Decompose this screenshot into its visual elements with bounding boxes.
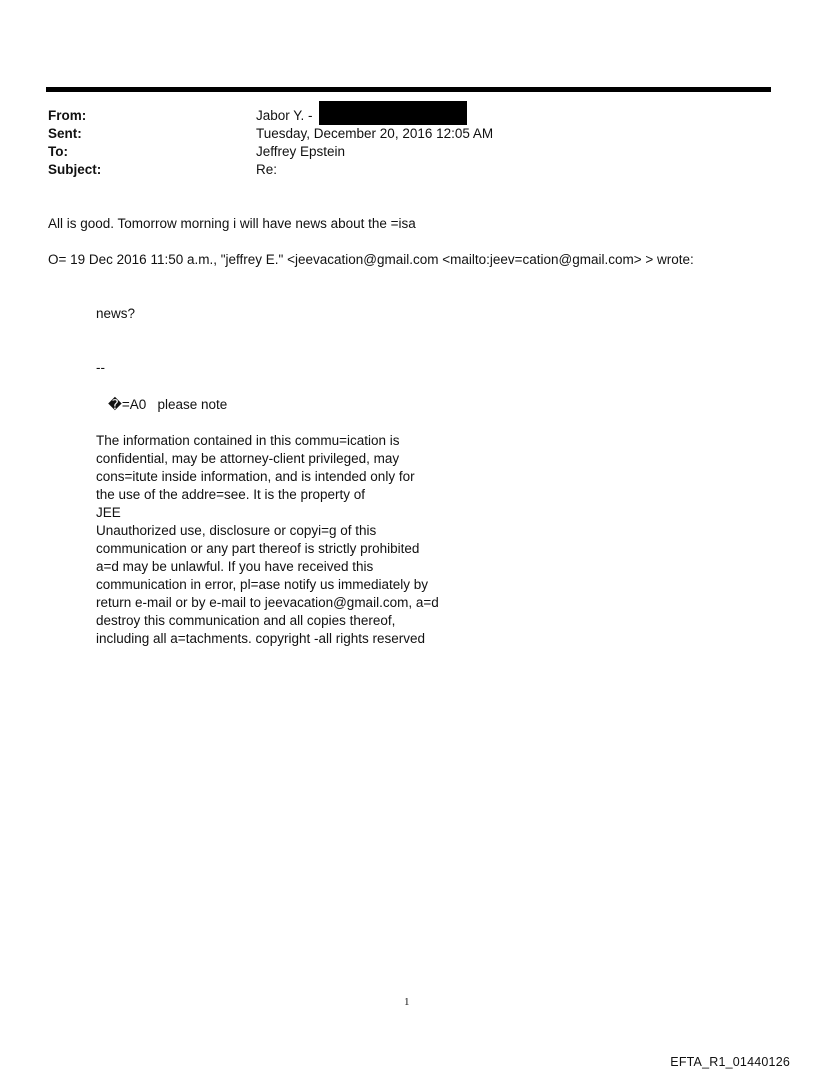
quote-header: O= 19 Dec 2016 11:50 a.m., "jeffrey E." <jeevacation@gmail.com <mailto:jeev=cation@gmail.com> > wrote: — [48, 252, 694, 267]
disclaimer-line: The information contained in this commu=ication is — [96, 433, 400, 448]
disclaimer-line: communication or any part thereof is strictly prohibited — [96, 541, 420, 556]
disclaimer-line: cons=itute inside information, and is intended only for — [96, 469, 415, 484]
sent-label: Sent: — [48, 126, 82, 141]
disclaimer-line: destroy this communication and all copies thereof, — [96, 613, 396, 628]
disclaimer-line: confidential, may be attorney-client privileged, may — [96, 451, 400, 466]
disclaimer-line: the use of the addre=see. It is the property of — [96, 487, 366, 502]
disclaimer-line: a=d may be unlawful. If you have received this — [96, 559, 374, 574]
email-header — [48, 107, 493, 179]
disclaimer-line: JEE — [96, 505, 121, 520]
please-note: �=A0 please note — [108, 397, 228, 412]
body-line: All is good. Tomorrow morning i will have news about the =isa — [48, 216, 416, 231]
signature-separator: -- — [96, 360, 105, 375]
subject-row — [48, 161, 493, 179]
from-value: Jabor Y. - — [256, 108, 313, 123]
sent-row — [48, 125, 493, 143]
from-label: From: — [48, 108, 87, 123]
subject-value: Re: — [256, 162, 278, 177]
disclaimer-block — [96, 432, 439, 648]
disclaimer-line: Unauthorized use, disclosure or copyi=g of this — [96, 523, 377, 538]
to-label: To: — [48, 144, 68, 159]
quoted-message: news? — [96, 306, 136, 321]
to-row — [48, 143, 493, 161]
from-row — [48, 107, 493, 125]
to-value: Jeffrey Epstein — [256, 144, 346, 159]
document-id: EFTA_R1_01440126 — [670, 1055, 790, 1069]
disclaimer-line: communication in error, pl=ase notify us immediately by — [96, 577, 429, 592]
redaction-box — [319, 101, 467, 125]
page-number: 1 — [404, 996, 410, 1008]
disclaimer-line: return e-mail or by e-mail to jeevacation@gmail.com, a=d — [96, 595, 439, 610]
header-rule — [46, 87, 771, 92]
subject-label: Subject: — [48, 162, 102, 177]
disclaimer-line: including all a=tachments. copyright -all rights reserved — [96, 631, 426, 646]
sent-value: Tuesday, December 20, 2016 12:05 AM — [256, 126, 494, 141]
